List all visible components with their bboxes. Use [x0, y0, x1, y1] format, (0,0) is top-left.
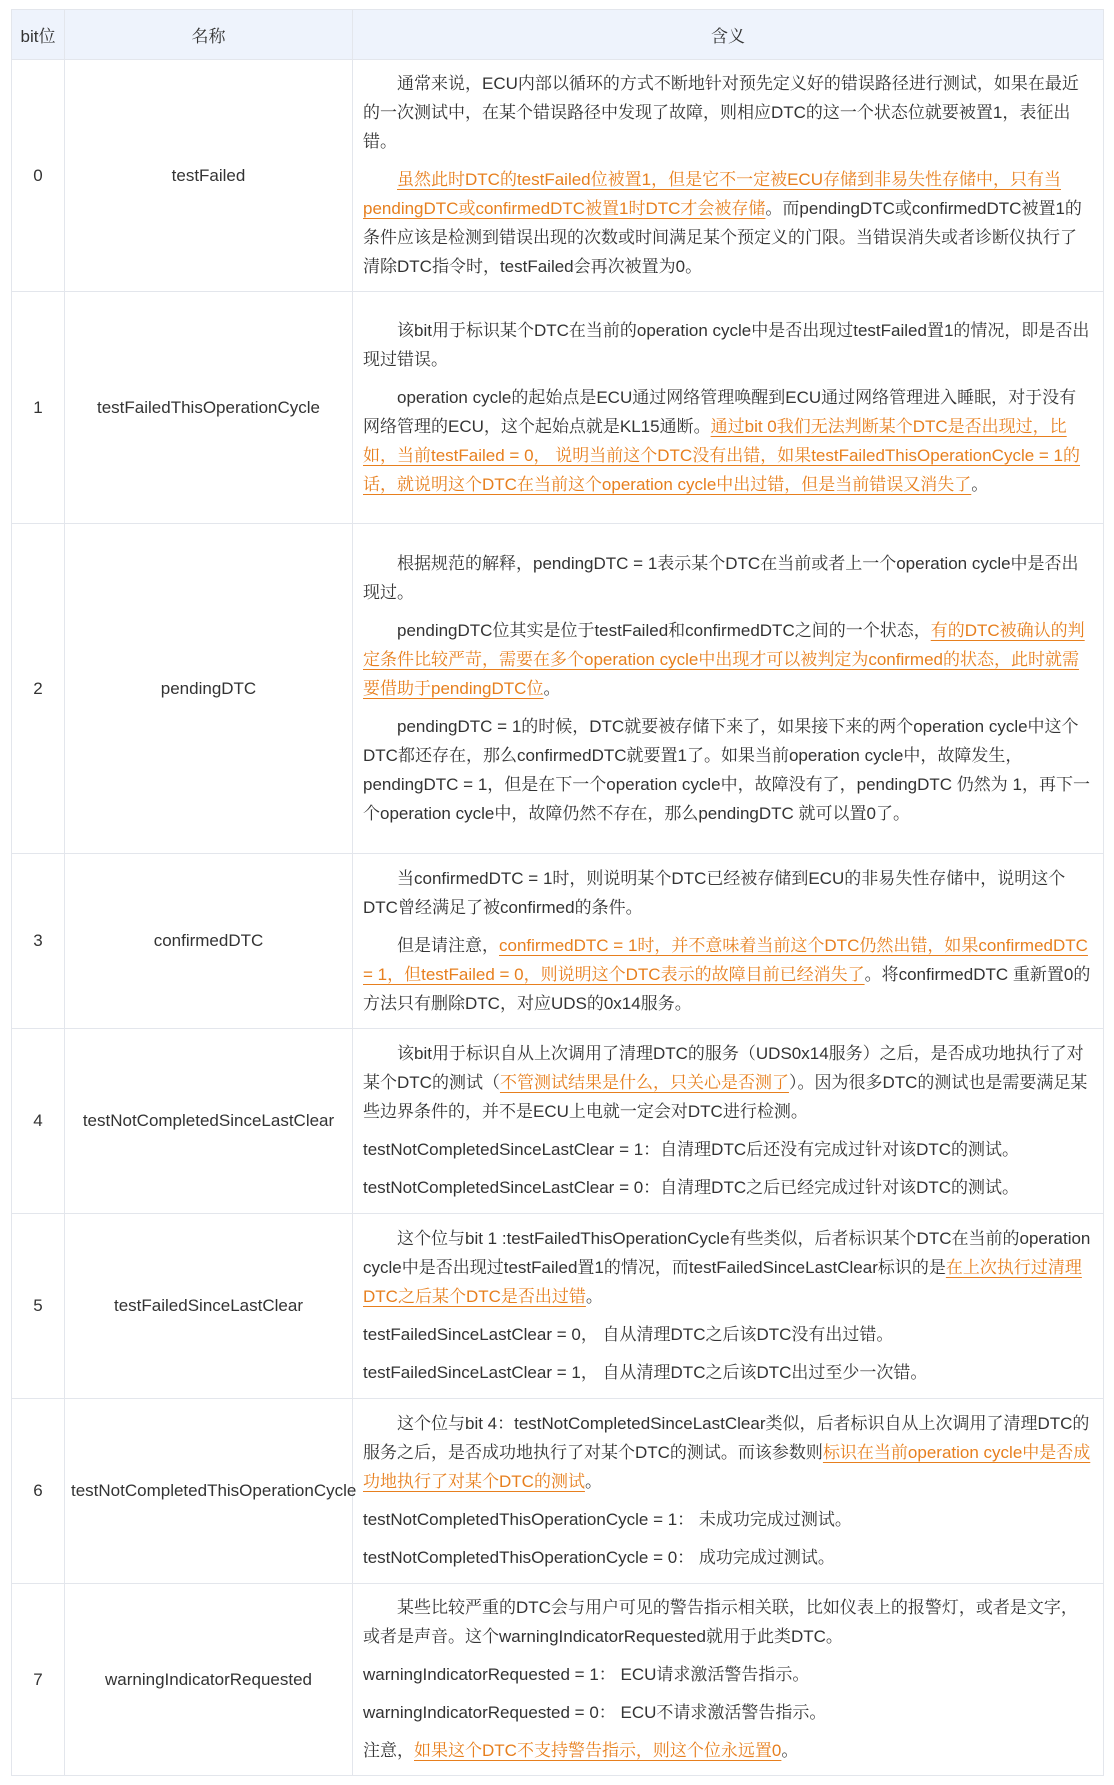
- table-row: [12, 60, 1104, 292]
- highlighted-text: 在上次执行过清理DTC之后某个DTC是否出过错: [363, 1258, 1082, 1306]
- name-cell: testFailed: [65, 60, 353, 292]
- meaning-paragraph: [363, 1224, 1093, 1311]
- name-cell: warningIndicatorRequested: [65, 1584, 353, 1776]
- name-cell: testNotCompletedThisOperationCycle: [65, 1399, 353, 1584]
- table-row: [12, 1399, 1104, 1584]
- text-segment: ）。因为很多DTC的测试也是需要满足某些边界条件的，并不是ECU上电就一定会对DTC进行检测。: [363, 1073, 1088, 1121]
- highlighted-text: confirmedDTC = 1时，并不意味着当前这个DTC仍然出错，如果confirmedDTC = 1，但testFailed = 0，则说明这个DTC表示的故障目前已经消失了: [363, 935, 1088, 984]
- meaning-paragraph: [363, 616, 1093, 703]
- highlighted-text: 有的DTC被确认的判定条件比较严苛，需要在多个operation cycle中出现才可以被判定为confirmed的状态，此时就需要借助于pendingDTC位: [363, 620, 1085, 698]
- bit-cell: 7: [12, 1584, 65, 1776]
- text-segment: 。: [971, 474, 989, 494]
- highlighted-text: 不管测试结果是什么，只关心是否测了: [499, 1073, 789, 1092]
- highlighted-text: 虽然此时DTC的testFailed位被置1，但是它不一定被ECU存储到非易失性存储中，只有当pendingDTC或confirmedDTC被置1时DTC才会被存储: [363, 170, 1061, 218]
- table-row: [12, 1214, 1104, 1399]
- meaning-paragraph: [363, 1320, 1093, 1349]
- meaning-paragraph: [363, 1505, 1093, 1534]
- text-segment: testFailedSinceLastClear = 1， 自从清理DTC之后该DTC出过至少一次错。: [363, 1363, 928, 1382]
- table-body: [12, 60, 1104, 1776]
- meaning-paragraph: [363, 165, 1093, 281]
- name-cell: testFailedSinceLastClear: [65, 1214, 353, 1399]
- bit-cell: 2: [12, 524, 65, 854]
- meaning-cell: [353, 1029, 1104, 1214]
- name-cell: pendingDTC: [65, 524, 353, 854]
- text-segment: 但是请注意，: [397, 935, 499, 955]
- text-segment: testFailedSinceLastClear = 0， 自从清理DTC之后该DTC没有出过错。: [363, 1325, 894, 1344]
- text-segment: testNotCompletedThisOperationCycle = 0： 成功完成过测试。: [363, 1548, 835, 1567]
- header-row: [12, 10, 1104, 60]
- meaning-paragraph: [363, 1660, 1093, 1689]
- meaning-cell: [353, 854, 1104, 1029]
- meaning-cell: [353, 524, 1104, 854]
- meaning-cell: [353, 60, 1104, 292]
- text-segment: 。而pendingDTC或confirmedDTC被置1的条件应该是检测到错误出现的次数或时间满足某个预定义的门限。当错误消失或者诊断仪执行了清除DTC指令时，testFailed会再次被置为0。: [363, 199, 1082, 276]
- text-segment: testNotCompletedSinceLastClear = 1：自清理DTC后还没有完成过针对该DTC的测试。: [363, 1140, 1020, 1159]
- meaning-cell: [353, 1584, 1104, 1776]
- table-row: [12, 1029, 1104, 1214]
- text-segment: pendingDTC位其实是位于testFailed和confirmedDTC之间的一个状态，: [397, 620, 931, 640]
- meaning-paragraph: [363, 1135, 1093, 1164]
- meaning-paragraph: [363, 1358, 1093, 1387]
- text-segment: 这个位与bit 4：testNotCompletedSinceLastClear类似，后者标识自从上次调用了清理DTC的服务之后，是否成功地执行了对某个DTC的测试。而该参数则: [363, 1414, 1090, 1462]
- meaning-paragraph: [363, 1039, 1093, 1126]
- text-segment: testNotCompletedThisOperationCycle = 1： 未成功完成过测试。: [363, 1510, 852, 1529]
- highlighted-text: 通过bit 0我们无法判断某个DTC是否出现过，比如，当前testFailed = 0， 说明当前这个DTC没有出错，如果testFailedThisOperationCycle = 1的话，就说明这个DTC在当前这个operation cycle中出过错，但是当前错误又消失了: [363, 416, 1081, 494]
- text-segment: 某些比较严重的DTC会与用户可见的警告指示相关联，比如仪表上的报警灯，或者是文字，或者是声音。这个warningIndicatorRequested就用于此类DTC。: [363, 1598, 1078, 1646]
- bit-cell: 0: [12, 60, 65, 292]
- text-segment: 该bit用于标识某个DTC在当前的operation cycle中是否出现过testFailed置1的情况，即是否出现过错误。: [363, 320, 1090, 369]
- text-segment: 。: [781, 1741, 799, 1760]
- meaning-cell: [353, 292, 1104, 524]
- text-segment: 。: [543, 678, 561, 698]
- table-header: [12, 10, 1104, 60]
- meaning-paragraph: [363, 1593, 1093, 1651]
- bit-cell: 5: [12, 1214, 65, 1399]
- header-name: 名称: [65, 10, 353, 60]
- meaning-paragraph: [363, 864, 1093, 922]
- text-segment: testNotCompletedSinceLastClear = 0：自清理DTC之后已经完成过针对该DTC的测试。: [363, 1178, 1020, 1197]
- meaning-paragraph: [363, 383, 1093, 499]
- bit-cell: 1: [12, 292, 65, 524]
- header-meaning: 含义: [353, 10, 1104, 60]
- text-segment: 。: [584, 1472, 602, 1491]
- text-segment: operation cycle的起始点是ECU通过网络管理唤醒到ECU通过网络管理进入睡眠，对于没有网络管理的ECU，这个起始点就是KL15通断。: [363, 387, 1077, 436]
- text-segment: warningIndicatorRequested = 0： ECU不请求激活警告指示。: [363, 1703, 827, 1722]
- meaning-cell: [353, 1399, 1104, 1584]
- meaning-paragraph: [363, 549, 1093, 607]
- meaning-cell: [353, 1214, 1104, 1399]
- text-segment: 该bit用于标识自从上次调用了清理DTC的服务（UDS0x14服务）之后，是否成功地执行了对某个DTC的测试（: [363, 1044, 1084, 1092]
- text-segment: warningIndicatorRequested = 1： ECU请求激活警告指示。: [363, 1665, 810, 1684]
- meaning-paragraph: [363, 69, 1093, 156]
- highlighted-text: 标识在当前operation cycle中是否成功地执行了对某个DTC的测试: [363, 1443, 1091, 1491]
- meaning-paragraph: [363, 1543, 1093, 1572]
- table-row: [12, 854, 1104, 1029]
- name-cell: confirmedDTC: [65, 854, 353, 1029]
- text-segment: 根据规范的解释，pendingDTC = 1表示某个DTC在当前或者上一个operation cycle中是否出现过。: [363, 553, 1079, 602]
- header-bit: bit位: [12, 10, 65, 60]
- text-segment: 当confirmedDTC = 1时，则说明某个DTC已经被存储到ECU的非易失性存储中，说明这个DTC曾经满足了被confirmed的条件。: [363, 868, 1066, 917]
- meaning-paragraph: [363, 316, 1093, 374]
- table-row: [12, 1584, 1104, 1776]
- meaning-paragraph: [363, 1173, 1093, 1202]
- table-row: [12, 292, 1104, 524]
- highlighted-text: 如果这个DTC不支持警告指示，则这个位永远置0: [414, 1741, 782, 1760]
- table-row: [12, 524, 1104, 854]
- text-segment: 。将confirmedDTC 重新置0的方法只有删除DTC，对应UDS的0x14服务。: [363, 964, 1091, 1013]
- meaning-paragraph: [363, 1409, 1093, 1496]
- bit-cell: 6: [12, 1399, 65, 1584]
- text-segment: 注意，: [363, 1741, 414, 1760]
- name-cell: testNotCompletedSinceLastClear: [65, 1029, 353, 1214]
- meaning-paragraph: [363, 931, 1093, 1018]
- text-segment: 。: [585, 1287, 603, 1306]
- name-cell: testFailedThisOperationCycle: [65, 292, 353, 524]
- bit-cell: 4: [12, 1029, 65, 1214]
- text-segment: 这个位与bit 1 :testFailedThisOperationCycle有些类似，后者标识某个DTC在当前的operation cycle中是否出现过testFailed置1的情况，而testFailedSinceLastClear标识的是: [363, 1229, 1091, 1277]
- text-segment: pendingDTC = 1的时候，DTC就要被存储下来了，如果接下来的两个operation cycle中这个DTC都还存在，那么confirmedDTC就要置1了。如果当前operation cycle中，故障发生，pendingDTC = 1，但是在下一个operation cycle中，故障没有了，pendingDTC 仍然为 1，再下一个operation cycle中，故障仍然不存在，那么pendingDTC 就可以置0了。: [363, 716, 1090, 823]
- meaning-paragraph: [363, 712, 1093, 828]
- text-segment: 通常来说，ECU内部以循环的方式不断地针对预先定义好的错误路径进行测试，如果在最近的一次测试中，在某个错误路径中发现了故障，则相应DTC的这一个状态位就要被置1，表征出错。: [363, 74, 1079, 151]
- bit-cell: 3: [12, 854, 65, 1029]
- meaning-paragraph: [363, 1736, 1093, 1765]
- meaning-paragraph: [363, 1698, 1093, 1727]
- dtc-status-table: [11, 9, 1104, 1776]
